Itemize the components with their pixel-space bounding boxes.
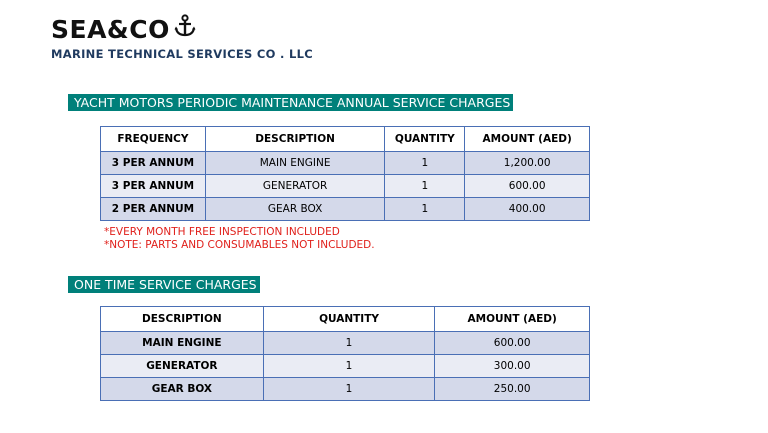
annual-section-title: YACHT MOTORS PERIODIC MAINTENANCE ANNUAL SERVICE CHARGES (68, 94, 513, 111)
column-header: DESCRIPTION (101, 307, 264, 332)
amount-cell: 600.00 (435, 332, 590, 355)
description-cell: GENERATOR (101, 355, 264, 378)
table-row (101, 198, 590, 221)
quantity-cell: 1 (385, 175, 465, 198)
amount-cell: 600.00 (465, 175, 590, 198)
note-inspection: *EVERY MONTH FREE INSPECTION INCLUDED (104, 226, 340, 238)
description-cell: GENERATOR (205, 175, 385, 198)
table-row (101, 378, 590, 401)
amount-cell: 300.00 (435, 355, 590, 378)
description-cell: GEAR BOX (101, 378, 264, 401)
description-cell: MAIN ENGINE (101, 332, 264, 355)
table-row (101, 152, 590, 175)
brand-subtitle: MARINE TECHNICAL SERVICES CO . LLC (51, 47, 313, 61)
onetime-charges-table (100, 306, 590, 401)
brand-name: SEA&CO (51, 14, 170, 44)
table-header-row (101, 307, 590, 332)
company-logo (51, 14, 313, 61)
onetime-section-title: ONE TIME SERVICE CHARGES (68, 276, 260, 293)
amount-cell: 250.00 (435, 378, 590, 401)
column-header: FREQUENCY (101, 127, 206, 152)
frequency-cell: 3 PER ANNUM (101, 175, 206, 198)
column-header: AMOUNT (AED) (465, 127, 590, 152)
amount-cell: 400.00 (465, 198, 590, 221)
annual-notes (104, 226, 375, 252)
column-header: AMOUNT (AED) (435, 307, 590, 332)
note-parts: *NOTE: PARTS AND CONSUMABLES NOT INCLUDED. (104, 239, 375, 251)
frequency-cell: 3 PER ANNUM (101, 152, 206, 175)
table-header-row (101, 127, 590, 152)
table-row (101, 332, 590, 355)
quantity-cell: 1 (263, 332, 435, 355)
quantity-cell: 1 (263, 355, 435, 378)
description-cell: GEAR BOX (205, 198, 385, 221)
annual-charges-table (100, 126, 590, 221)
table-row (101, 175, 590, 198)
brand-name-row (51, 14, 313, 45)
column-header: QUANTITY (385, 127, 465, 152)
quantity-cell: 1 (263, 378, 435, 401)
quantity-cell: 1 (385, 152, 465, 175)
quantity-cell: 1 (385, 198, 465, 221)
frequency-cell: 2 PER ANNUM (101, 198, 206, 221)
column-header: QUANTITY (263, 307, 435, 332)
column-header: DESCRIPTION (205, 127, 385, 152)
description-cell: MAIN ENGINE (205, 152, 385, 175)
anchor-icon (174, 14, 196, 45)
table-row (101, 355, 590, 378)
amount-cell: 1,200.00 (465, 152, 590, 175)
